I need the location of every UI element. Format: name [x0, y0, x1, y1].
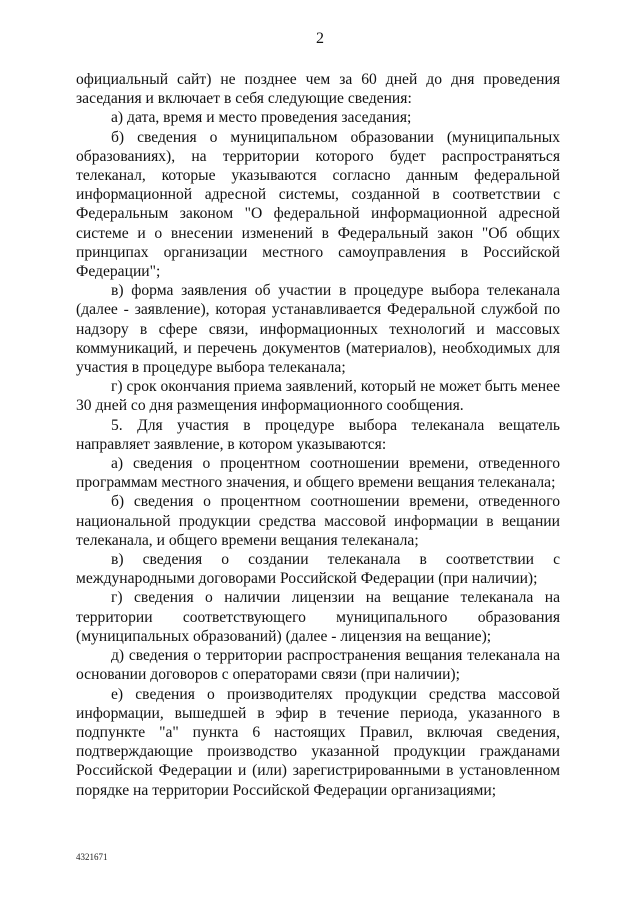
paragraph-clause-5-item-d: д) сведения о территории распространения вещания телеканала на основании договоров с операторами связи (при наличии); [76, 647, 560, 684]
paragraph-item-a: а) дата, время и место проведения заседания; [111, 109, 412, 127]
paragraph-clause-5-item-a: а) сведения о процентном соотношении времени, отведенного программам местного значения, и общего времени вещания телеканала; [76, 455, 560, 492]
paragraph-clause-5: 5. Для участия в процедуре выбора телеканала вещатель направляет заявление, в котором указываются: [76, 416, 560, 453]
paragraph-clause-5-item-v: в) сведения о создании телеканала в соответствии с международными договорами Российской Федерации (при наличии); [76, 551, 560, 588]
paragraph-clause-5-item-b: б) сведения о процентном соотношении времени, отведенного национальной продукции средства массовой информации в вещании телеканала, и общего времени вещания телеканала; [76, 493, 560, 549]
document-body [76, 70, 560, 800]
document-code: 4321671 [76, 852, 108, 862]
paragraph-item-g: г) срок окончания приема заявлений, который не может быть менее 30 дней со дня размещения информационного сообщения. [76, 378, 560, 415]
page-number: 2 [316, 30, 324, 47]
paragraph-item-b: б) сведения о муниципальном образовании (муниципальных образованиях), на территории которого будет распространяться телеканал, которые указываются согласно данным федеральной информационной адресной системы, созданной в соответствии с Федеральным законом "О федеральной информационной адресной системе и о внесении изменений в Федеральный закон "Об общих принципах организации местного самоуправления в Российской Федерации"; [76, 128, 560, 281]
paragraph-clause-5-item-e: е) сведения о производителях продукции средства массовой информации, вышедшей в эфир в течение периода, указанного в подпункте "а" пункта 6 настоящих Правил, включая сведения, подтверждающие производство указанной продукции гражданами Российской Федерации и (или) зарегистрированными в установленном порядке на территории Российской Федерации организациями; [76, 685, 560, 799]
paragraph-continuation: официальный сайт) не позднее чем за 60 дней до дня проведения заседания и включает в себя следующие сведения: [76, 71, 560, 108]
paragraph-clause-5-item-g: г) сведения о наличии лицензии на вещание телеканала на территории соответствующего муниципального образования (муниципальных образований) (далее - лицензия на вещание); [76, 589, 560, 645]
paragraph-item-v: в) форма заявления об участии в процедуре выбора телеканала (далее - заявление), которая устанавливается Федеральной службой по надзору в сфере связи, информационных технологий и массовых коммуникаций, и перечень документов (материалов), необходимых для участия в процедуре выбора телеканала; [76, 282, 560, 377]
